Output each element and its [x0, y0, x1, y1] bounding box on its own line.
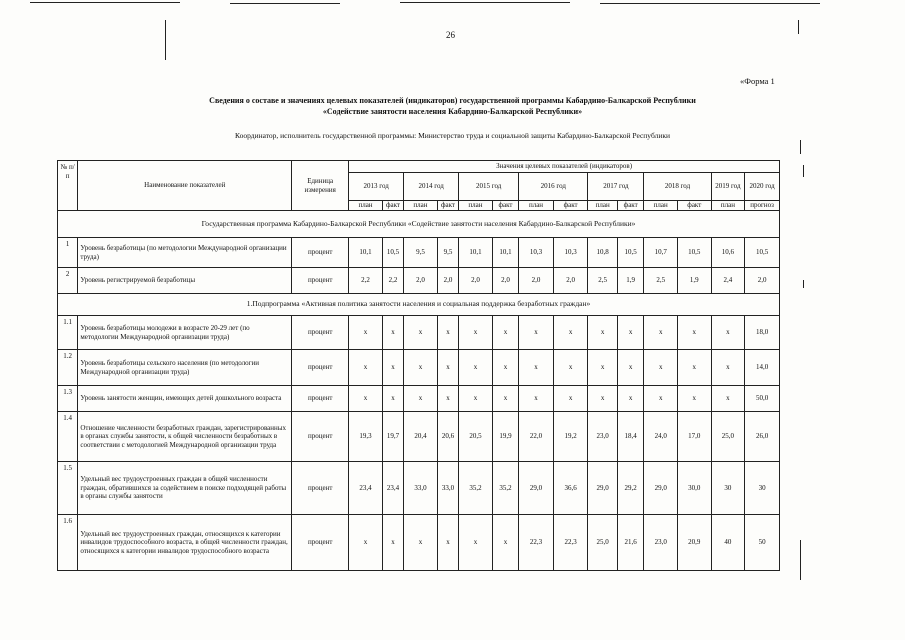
value-cell: х	[711, 386, 745, 412]
value-cell: 33,0	[404, 462, 438, 515]
row-number: 1.5	[58, 462, 78, 515]
value-cell: 19,3	[349, 412, 383, 462]
header-year: 2018 год	[644, 173, 711, 201]
value-cell: 23,4	[382, 462, 403, 515]
value-cell: 40	[711, 515, 745, 571]
value-cell: 29,0	[644, 462, 678, 515]
value-cell: х	[437, 386, 458, 412]
header-name: Наименование показателей	[78, 161, 292, 211]
header-plan: план	[588, 201, 618, 211]
value-cell: 2,5	[644, 268, 678, 294]
value-cell: х	[437, 316, 458, 350]
value-cell: х	[711, 350, 745, 386]
indicator-name: Уровень занятости женщин, имеющих детей дошкольного возраста	[78, 386, 292, 412]
table-row	[58, 316, 780, 350]
indicator-name: Уровень регистрируемой безработицы	[78, 268, 292, 294]
header-forecast: прогноз	[745, 201, 780, 211]
value-cell: х	[492, 386, 518, 412]
header-values: Значения целевых показателей (индикаторов)	[349, 161, 780, 173]
table-row	[58, 462, 780, 515]
coordinator-line: Координатор, исполнитель государственной программы: Министерство труда и социальной защиты Кабардино-Балкарской Республики	[234, 131, 671, 140]
value-cell: х	[617, 316, 643, 350]
value-cell: 50	[745, 515, 780, 571]
value-cell: 1,9	[617, 268, 643, 294]
indicator-name: Уровень безработицы (по методологии Международной организации труда)	[78, 238, 292, 268]
value-cell: 10,1	[349, 238, 383, 268]
unit-cell: процент	[292, 462, 349, 515]
header-plan: план	[711, 201, 745, 211]
scan-artifact-margin	[803, 165, 804, 177]
value-cell: 10,3	[553, 238, 588, 268]
unit-cell: процент	[292, 515, 349, 571]
header-fact: факт	[437, 201, 458, 211]
value-cell: 10,5	[745, 238, 780, 268]
value-cell: 30	[711, 462, 745, 515]
value-cell: х	[404, 386, 438, 412]
table-row	[58, 268, 780, 294]
value-cell: х	[404, 316, 438, 350]
row-number: 2	[58, 268, 78, 294]
value-cell: 2,2	[349, 268, 383, 294]
program-title: Государственная программа Кабардино-Балкарской Республики «Содействие занятости населения Кабардино-Балкарской Республики»	[58, 211, 780, 238]
title-line-2: «Содействие занятости населения Кабардино-Балкарской Республики»	[322, 107, 583, 116]
value-cell: х	[678, 386, 712, 412]
scan-artifact-margin	[803, 280, 804, 288]
value-cell: х	[553, 386, 588, 412]
indicator-name: Уровень безработицы молодежи в возрасте 20-29 лет (по методологии Международной организации труда)	[78, 316, 292, 350]
value-cell: 10,3	[519, 238, 554, 268]
header-fact: факт	[382, 201, 403, 211]
value-cell: 19,9	[492, 412, 518, 462]
row-number: 1.2	[58, 350, 78, 386]
value-cell: х	[382, 515, 403, 571]
value-cell: 29,0	[519, 462, 554, 515]
table-row	[58, 412, 780, 462]
header-year: 2013 год	[349, 173, 404, 201]
value-cell: х	[437, 350, 458, 386]
value-cell: х	[519, 316, 554, 350]
value-cell: х	[492, 316, 518, 350]
value-cell: 10,5	[678, 238, 712, 268]
subprogram-title-row	[58, 294, 780, 316]
value-cell: 23,4	[349, 462, 383, 515]
indicator-name: Удельный вес трудоустроенных граждан, относящихся к категории инвалидов трудоспособного возраста, в общей численности граждан, относящихся к категории инвалидов трудоспособного возраста	[78, 515, 292, 571]
value-cell: 22,3	[553, 515, 588, 571]
value-cell: 20,4	[404, 412, 438, 462]
document-title	[0, 95, 905, 117]
indicators-table	[57, 160, 780, 571]
value-cell: 50,0	[745, 386, 780, 412]
title-line-1: Сведения о составе и значениях целевых показателей (индикаторов) государственной программы Кабардино-Балкарской Республики	[209, 96, 696, 105]
value-cell: 22,3	[519, 515, 554, 571]
unit-cell: процент	[292, 350, 349, 386]
value-cell: 2,4	[711, 268, 745, 294]
table-row	[58, 350, 780, 386]
value-cell: 23,0	[588, 412, 618, 462]
value-cell: 2,0	[492, 268, 518, 294]
header-plan: план	[519, 201, 554, 211]
value-cell: 10,5	[382, 238, 403, 268]
header-year: 2016 год	[519, 173, 588, 201]
header-year: 2015 год	[459, 173, 519, 201]
value-cell: 17,0	[678, 412, 712, 462]
value-cell: х	[519, 386, 554, 412]
header-year: 2020 год	[745, 173, 780, 201]
value-cell: х	[644, 316, 678, 350]
header-year: 2019 год	[711, 173, 745, 201]
indicator-name: Уровень безработицы сельского населения (по методологии Международной организации труда)	[78, 350, 292, 386]
value-cell: х	[617, 386, 643, 412]
value-cell: х	[492, 350, 518, 386]
row-number: 1.4	[58, 412, 78, 462]
table-row	[58, 515, 780, 571]
indicator-name: Удельный вес трудоустроенных граждан в общей численности граждан, обратившихся за содействием в поиске подходящей работы в органы службы занятости	[78, 462, 292, 515]
program-title-row	[58, 211, 780, 238]
value-cell: х	[349, 350, 383, 386]
value-cell: 23,0	[644, 515, 678, 571]
value-cell: х	[711, 316, 745, 350]
scan-artifact-margin	[165, 20, 166, 60]
value-cell: х	[349, 515, 383, 571]
form-label: «Форма 1	[740, 76, 775, 86]
value-cell: х	[349, 386, 383, 412]
value-cell: 9,5	[437, 238, 458, 268]
value-cell: 35,2	[492, 462, 518, 515]
value-cell: 36,6	[553, 462, 588, 515]
value-cell: 29,0	[588, 462, 618, 515]
value-cell: 19,7	[382, 412, 403, 462]
header-year: 2014 год	[404, 173, 459, 201]
value-cell: 14,0	[745, 350, 780, 386]
value-cell: х	[459, 316, 493, 350]
value-cell: 2,0	[404, 268, 438, 294]
header-fact: факт	[553, 201, 588, 211]
scan-artifact-top	[600, 3, 820, 4]
header-plan: план	[349, 201, 383, 211]
scan-artifact-top	[400, 2, 570, 3]
value-cell: х	[678, 316, 712, 350]
value-cell: 18,4	[617, 412, 643, 462]
subprogram-title: 1.Подпрограмма «Активная политика занятости населения и социальная поддержка безработных граждан»	[58, 294, 780, 316]
value-cell: х	[459, 350, 493, 386]
value-cell: х	[644, 386, 678, 412]
header-year: 2017 год	[588, 173, 644, 201]
header-plan: план	[459, 201, 493, 211]
value-cell: 29,2	[617, 462, 643, 515]
page-number: 26	[446, 30, 455, 40]
value-cell: х	[382, 350, 403, 386]
value-cell: 2,2	[382, 268, 403, 294]
header-plan: план	[404, 201, 438, 211]
value-cell: 20,5	[459, 412, 493, 462]
value-cell: 10,7	[644, 238, 678, 268]
value-cell: х	[588, 386, 618, 412]
value-cell: 2,0	[519, 268, 554, 294]
value-cell: х	[382, 386, 403, 412]
value-cell: 20,6	[437, 412, 458, 462]
header-fact: факт	[617, 201, 643, 211]
value-cell: х	[492, 515, 518, 571]
value-cell: 33,0	[437, 462, 458, 515]
indicator-name: Отношение численности безработных граждан, зарегистрированных в органах службы занятости, к общей численности безработных в соответствии с методологией Международной организации труда	[78, 412, 292, 462]
value-cell: х	[382, 316, 403, 350]
value-cell: 2,5	[588, 268, 618, 294]
value-cell: х	[553, 350, 588, 386]
value-cell: х	[588, 316, 618, 350]
header-unit: Единица измерения	[292, 161, 349, 211]
value-cell: х	[404, 350, 438, 386]
unit-cell: процент	[292, 316, 349, 350]
scan-artifact-margin	[800, 540, 801, 580]
value-cell: 2,0	[745, 268, 780, 294]
value-cell: х	[404, 515, 438, 571]
value-cell: 35,2	[459, 462, 493, 515]
value-cell: 22,0	[519, 412, 554, 462]
value-cell: 10,8	[588, 238, 618, 268]
value-cell: х	[678, 350, 712, 386]
header-plan: план	[644, 201, 678, 211]
value-cell: х	[349, 316, 383, 350]
row-number: 1.6	[58, 515, 78, 571]
value-cell: х	[588, 350, 618, 386]
value-cell: х	[437, 515, 458, 571]
header-num: № п/п	[58, 161, 78, 211]
value-cell: х	[617, 350, 643, 386]
value-cell: х	[459, 515, 493, 571]
scan-artifact-top	[230, 3, 340, 4]
value-cell: 21,6	[617, 515, 643, 571]
value-cell: 30	[745, 462, 780, 515]
header-fact: факт	[492, 201, 518, 211]
value-cell: 30,0	[678, 462, 712, 515]
unit-cell: процент	[292, 238, 349, 268]
value-cell: 24,0	[644, 412, 678, 462]
table-row	[58, 386, 780, 412]
scan-artifact-margin	[798, 20, 799, 34]
value-cell: 25,0	[711, 412, 745, 462]
value-cell: 10,1	[492, 238, 518, 268]
value-cell: 26,0	[745, 412, 780, 462]
value-cell: 18,0	[745, 316, 780, 350]
value-cell: 25,0	[588, 515, 618, 571]
unit-cell: процент	[292, 386, 349, 412]
value-cell: х	[459, 386, 493, 412]
unit-cell: процент	[292, 268, 349, 294]
value-cell: 2,0	[459, 268, 493, 294]
header-fact: факт	[678, 201, 712, 211]
value-cell: х	[644, 350, 678, 386]
unit-cell: процент	[292, 412, 349, 462]
value-cell: 1,9	[678, 268, 712, 294]
scan-artifact-margin	[800, 140, 801, 154]
value-cell: 10,6	[711, 238, 745, 268]
value-cell: 2,0	[437, 268, 458, 294]
row-number: 1.1	[58, 316, 78, 350]
row-number: 1	[58, 238, 78, 268]
row-number: 1.3	[58, 386, 78, 412]
value-cell: 20,9	[678, 515, 712, 571]
scan-artifact-top	[30, 2, 180, 3]
value-cell: х	[553, 316, 588, 350]
table-row	[58, 238, 780, 268]
value-cell: х	[519, 350, 554, 386]
value-cell: 2,0	[553, 268, 588, 294]
value-cell: 9,5	[404, 238, 438, 268]
value-cell: 10,5	[617, 238, 643, 268]
value-cell: 19,2	[553, 412, 588, 462]
value-cell: 10,1	[459, 238, 493, 268]
